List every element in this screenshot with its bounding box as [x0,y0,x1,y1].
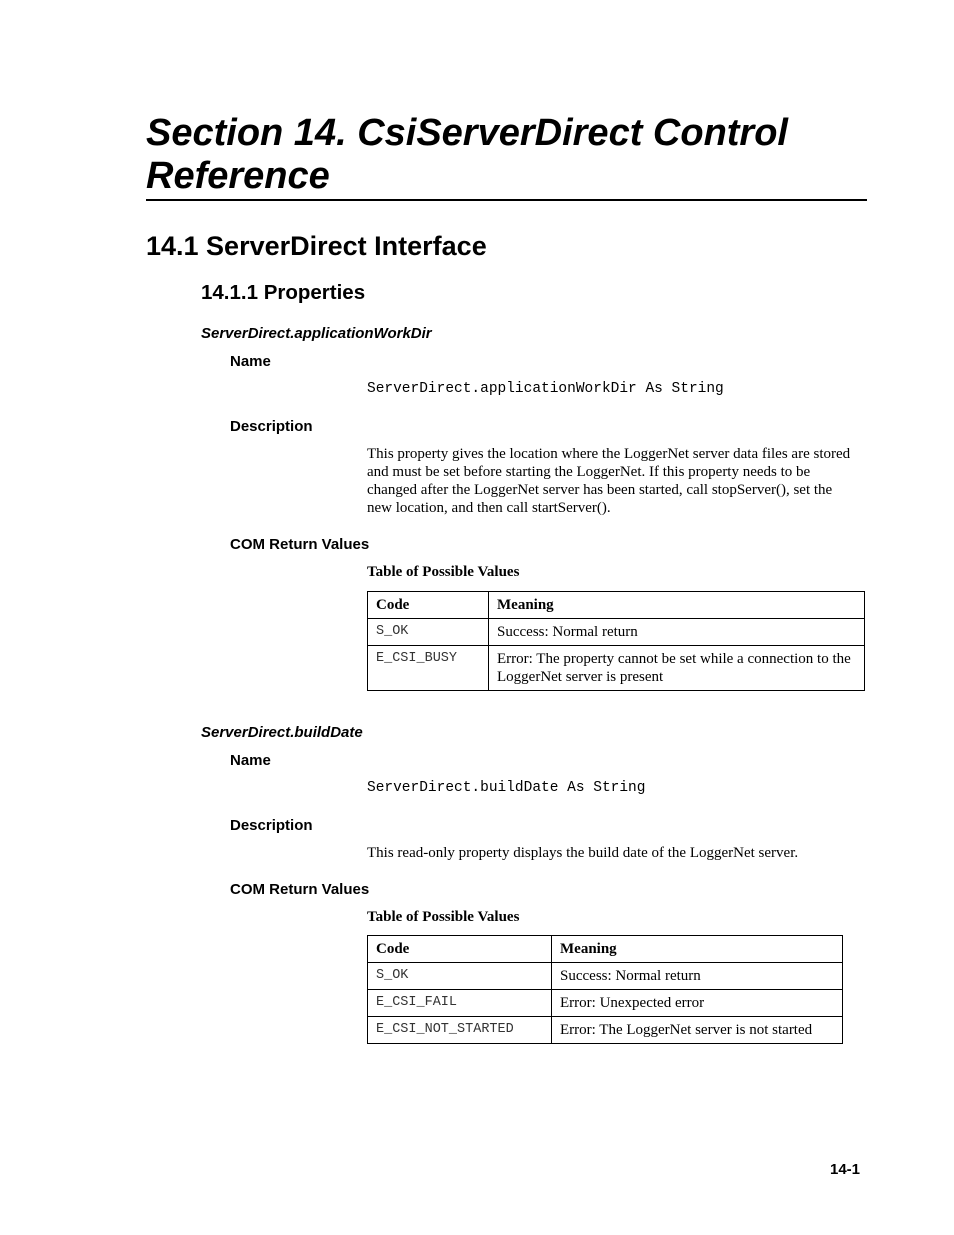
name-label: Name [230,353,271,370]
header-code: Code [368,592,489,619]
cell-meaning: Success: Normal return [552,963,843,990]
cell-meaning: Error: Unexpected error [552,990,843,1017]
com-return-values-label: COM Return Values [230,536,370,553]
cell-code: S_OK [368,619,489,646]
cell-meaning: Success: Normal return [489,619,865,646]
description-text: This read-only property displays the build date of the LoggerNet server. [367,845,799,861]
signature: ServerDirect.applicationWorkDir As String [367,381,724,397]
property-title: ServerDirect.buildDate [201,724,363,741]
header-meaning: Meaning [552,936,843,963]
heading-serverdirect-interface: 14.1 ServerDirect Interface [146,231,487,261]
signature: ServerDirect.buildDate As String [367,780,646,796]
page-number: 14-1 [830,1161,861,1178]
cell-code: E_CSI_FAIL [368,990,552,1017]
title-divider [146,199,867,201]
cell-meaning: Error: The property cannot be set while a connection to the LoggerNet server is present [489,646,865,691]
table-caption: Table of Possible Values [367,909,520,925]
table-row [368,646,865,691]
description-label: Description [230,418,313,435]
table-header-row [368,936,843,963]
cell-meaning: Error: The LoggerNet server is not started [552,1017,843,1044]
property-title: ServerDirect.applicationWorkDir [201,325,432,342]
cell-code: E_CSI_NOT_STARTED [368,1017,552,1044]
section-title: Section 14. CsiServerDirect Control Reference [146,112,788,197]
return-values-table [367,591,865,691]
table-row [368,990,843,1017]
com-return-values-label: COM Return Values [230,881,370,898]
table-row [368,1017,843,1044]
return-values-table [367,935,843,1044]
cell-code: S_OK [368,963,552,990]
header-code: Code [368,936,552,963]
heading-properties: 14.1.1 Properties [201,281,366,304]
name-label: Name [230,752,271,769]
table-row [368,619,865,646]
table-row [368,963,843,990]
cell-code: E_CSI_BUSY [368,646,489,691]
description-label: Description [230,817,313,834]
table-header-row [368,592,865,619]
description-text: This property gives the location where the LoggerNet server data files are stored and must be set before starting the LoggerNet. If this property needs to be changed after the LoggerNet server has been started, call stopServer(), set the new location, and then call startServer(). [367,446,851,516]
header-meaning: Meaning [489,592,865,619]
table-caption: Table of Possible Values [367,564,520,580]
